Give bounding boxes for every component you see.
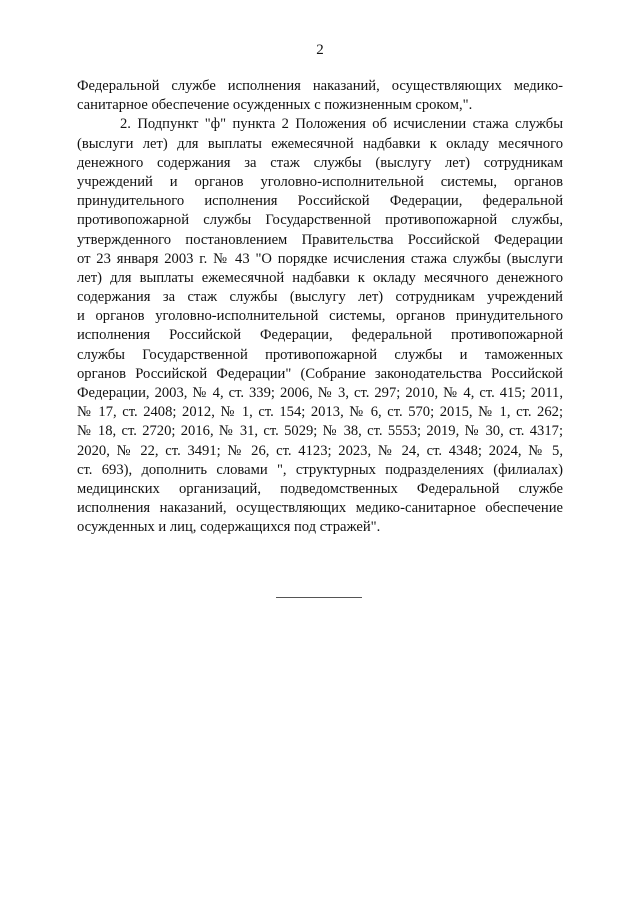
text-line: принудительного исполнения Российской Федерации, федеральной — [77, 193, 563, 210]
end-separator-line — [276, 597, 362, 598]
text-line: от 23 января 2003 г. № 43 "О порядке исчисления стажа службы (выслуги — [77, 250, 563, 267]
text-line: лет) для выплаты ежемесячной надбавки к окладу месячного денежного — [77, 269, 563, 286]
text-line: № 17, ст. 2408; 2012, № 1, ст. 154; 2013, № 6, ст. 570; 2015, № 1, ст. 262; — [77, 404, 563, 421]
text-line: денежного содержания за стаж службы (выслугу лет) сотрудникам — [77, 154, 563, 171]
text-line: органов Российской Федерации" (Собрание законодательства Российской — [77, 365, 563, 382]
text-line: (выслуги лет) для выплаты ежемесячной надбавки к окладу месячного — [77, 135, 563, 152]
text-line: исполнения наказаний, осуществляющих медико-санитарное обеспечение — [77, 500, 563, 517]
text-line: 2020, № 22, ст. 3491; № 26, ст. 4123; 2023, № 24, ст. 4348; 2024, № 5, — [77, 442, 563, 459]
text-line: санитарное обеспечение осужденных с пожизненным сроком,". — [77, 97, 473, 114]
text-line: осужденных и лиц, содержащихся под стражей". — [77, 519, 381, 536]
paragraph-first-line: 2. Подпункт "ф" пункта 2 Положения об исчислении стажа службы — [120, 116, 563, 133]
text-line: утвержденного постановлением Правительства Российской Федерации — [77, 231, 563, 248]
text-line: службы Государственной противопожарной службы и таможенных — [77, 346, 563, 363]
text-line: и органов уголовно-исполнительной системы, органов принудительного — [77, 308, 563, 325]
text-line: Федерации, 2003, № 4, ст. 339; 2006, № 3, ст. 297; 2010, № 4, ст. 415; 2011, — [77, 385, 563, 401]
text-line: медицинских организаций, подведомственных Федеральной службе — [77, 480, 563, 497]
document-body — [77, 77, 563, 538]
text-line: противопожарной службы Государственной противопожарной службы, — [77, 212, 563, 229]
text-line: исполнения Российской Федерации, федеральной противопожарной — [77, 327, 563, 344]
page-number: 2 — [316, 42, 324, 58]
text-line: Федеральной службе исполнения наказаний, осуществляющих медико- — [77, 78, 563, 94]
text-line: учреждений и органов уголовно-исполнительной системы, органов — [77, 173, 563, 190]
text-line: ст. 693), дополнить словами ", структурных подразделениях (филиалах) — [77, 461, 563, 478]
text-line: содержания за стаж службы (выслугу лет) сотрудникам учреждений — [77, 289, 563, 306]
text-line: № 18, ст. 2720; 2016, № 31, ст. 5029; № 38, ст. 5553; 2019, № 30, ст. 4317; — [77, 423, 563, 440]
